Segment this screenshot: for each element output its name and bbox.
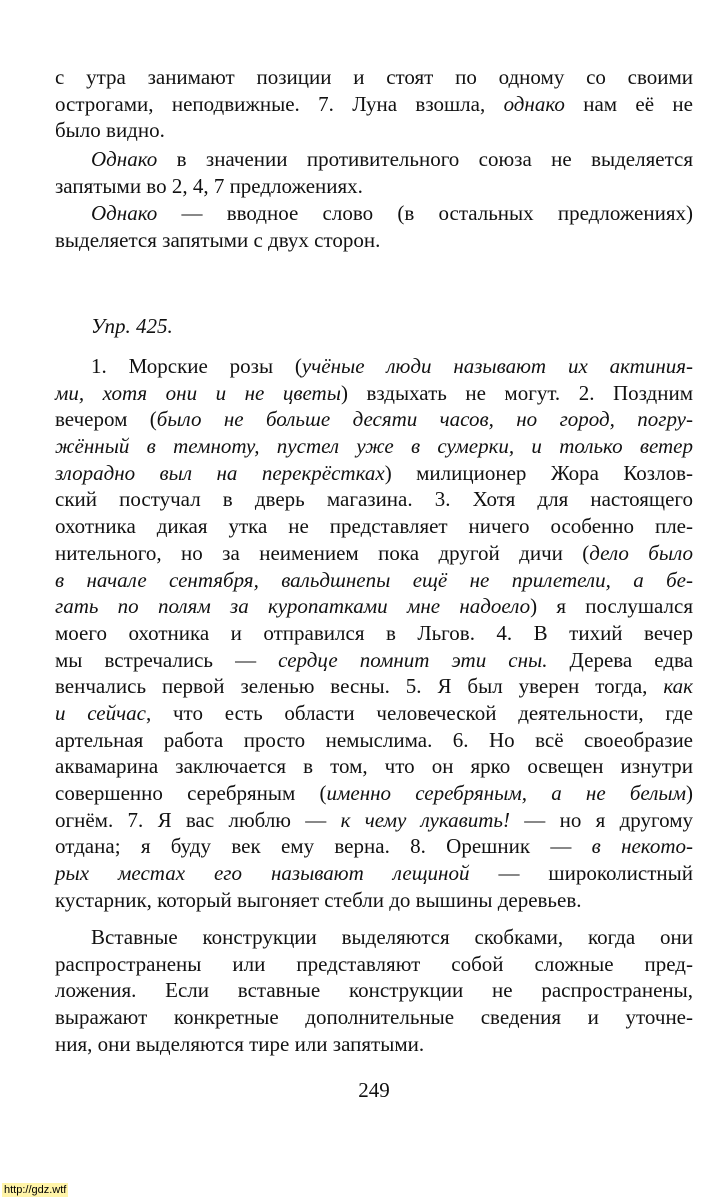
text: выделяется запятыми с двух сторон. [55, 227, 381, 252]
text-line [55, 567, 693, 594]
text: ) я послушался [530, 594, 693, 619]
text-line [55, 860, 693, 887]
text-line [55, 887, 693, 914]
text-line [55, 64, 693, 91]
text-line [55, 620, 693, 647]
text: вечером ( [55, 407, 157, 432]
text: Вставные конструкции выделяются скобками, когда они [91, 925, 693, 949]
italic-text: Однако [91, 201, 158, 225]
italic-text: дело было [589, 540, 693, 565]
text: отдана; я буду век ему верна. 8. Орешник — [55, 834, 592, 859]
text: моего охотника и отправился в Льгов. 4. В тихий вечер [55, 620, 693, 645]
text: — широколистный [469, 861, 693, 886]
text-line [55, 647, 693, 674]
italic-text: злорадно выл на перекрёстках [55, 460, 385, 485]
text-line [55, 727, 693, 754]
text-line [55, 380, 693, 407]
text-line [55, 540, 693, 567]
italic-text: рых местах его называют лещиной [55, 861, 470, 886]
italic-text: однако [503, 91, 565, 116]
page-number: 249 [358, 1078, 390, 1102]
italic-text: учёные люди называют их актиния- [301, 354, 693, 378]
text-line [55, 513, 693, 540]
text-line [55, 117, 693, 144]
text-line [55, 1004, 693, 1031]
text: ) вздыхать не могут. 2. Поздним [340, 380, 693, 405]
text: артельная работа просто немыслима. 6. Но всё своеобразие [55, 727, 693, 752]
italic-text: в начале сентября, вальдшнепы ещё не прилетели, а бе- [55, 567, 693, 592]
italic-text: в некото- [591, 834, 693, 859]
paragraph-rule-introductory [55, 200, 693, 253]
text-line [55, 807, 693, 834]
text: 1. Морские розы ( [91, 354, 302, 378]
paragraph-answer-end [55, 64, 693, 144]
italic-text: как [663, 674, 693, 699]
text: совершенно серебряным ( [55, 781, 327, 805]
text-line [55, 700, 693, 727]
text: с утра занимают позиции и стоят по одному со своими [55, 65, 693, 89]
text: аквамарина заключается в том, что он ярко освещен изнутри [55, 754, 693, 779]
text-line [55, 227, 693, 254]
text-line [55, 924, 693, 951]
text-line [55, 486, 693, 513]
italic-text: именно серебряным, а не белым [326, 781, 686, 805]
italic-text: сердце помнит эти сны. [278, 647, 548, 672]
paragraph-rule-insertions [55, 924, 693, 1057]
text-line [55, 200, 693, 227]
text-line [55, 951, 693, 978]
text: ложения. Если вставные конструкции не распространены, [55, 978, 693, 1003]
italic-text: ми, хотя они и не цветы [55, 380, 341, 405]
exercise-heading: Упр. 425. [91, 314, 173, 338]
text: , что есть области человеческой деятельности, где [145, 700, 693, 725]
text-line [55, 1031, 693, 1058]
text-line [55, 780, 693, 807]
text-line [55, 146, 693, 173]
text-line [55, 406, 693, 433]
text: выражают конкретные дополнительные сведения и уточне- [55, 1005, 693, 1030]
text: кустарник, который выгоняет стебли до вышины деревьев. [55, 887, 582, 912]
text-line [55, 173, 693, 200]
text: распространены или представляют собой сложные пред- [55, 951, 693, 976]
text-line [55, 753, 693, 780]
italic-text: жённый в темноту, пустел уже в сумерки, и только ветер [55, 434, 693, 459]
text-line [55, 977, 693, 1004]
paragraph-exercise-text [55, 353, 693, 913]
text: Дерева едва [547, 647, 693, 672]
text: мы встречались — [55, 647, 279, 672]
watermark-link[interactable]: http://gdz.wtf [4, 1184, 67, 1196]
text: ский постучал в дверь магазина. 3. Хотя для настоящего [55, 487, 693, 512]
italic-text: гать по полям за куропатками мне надоело [55, 594, 531, 619]
text: — вводное слово (в остальных предложениях) [157, 201, 693, 225]
text: — но я другому [509, 807, 693, 832]
text-line [55, 593, 693, 620]
italic-text: и сейчас [55, 700, 146, 725]
italic-text: Однако [91, 147, 158, 171]
text: огнём. 7. Я вас люблю — [55, 807, 341, 832]
italic-text: было не больше десяти часов, но город, погру- [156, 407, 693, 432]
italic-text: к чему лукавить! [340, 807, 510, 832]
text-line [55, 353, 693, 380]
text: ния, они выделяются тире или запятыми. [55, 1031, 425, 1056]
text: ) [686, 781, 693, 805]
text: нам её не [564, 91, 693, 116]
paragraph-rule-conjunction [55, 146, 693, 199]
text: нительного, но за неимением пока другой дичи ( [55, 540, 590, 565]
text-line [55, 433, 693, 460]
text-line [55, 833, 693, 860]
text-line [55, 91, 693, 118]
text: запятыми во 2, 4, 7 предложениях. [55, 173, 363, 198]
text: охотника дикая утка не представляет ничего особенно пле- [55, 514, 693, 539]
text: ) милиционер Жора Козлов- [384, 460, 693, 485]
text: венчались первой зеленью весны. 5. Я был уверен тогда, [55, 674, 664, 699]
text: было видно. [55, 118, 165, 143]
text: острогами, неподвижные. 7. Луна взошла, [55, 91, 504, 116]
text-line [55, 673, 693, 700]
text-line [55, 460, 693, 487]
text: в значении противительного союза не выделяется [157, 147, 693, 171]
